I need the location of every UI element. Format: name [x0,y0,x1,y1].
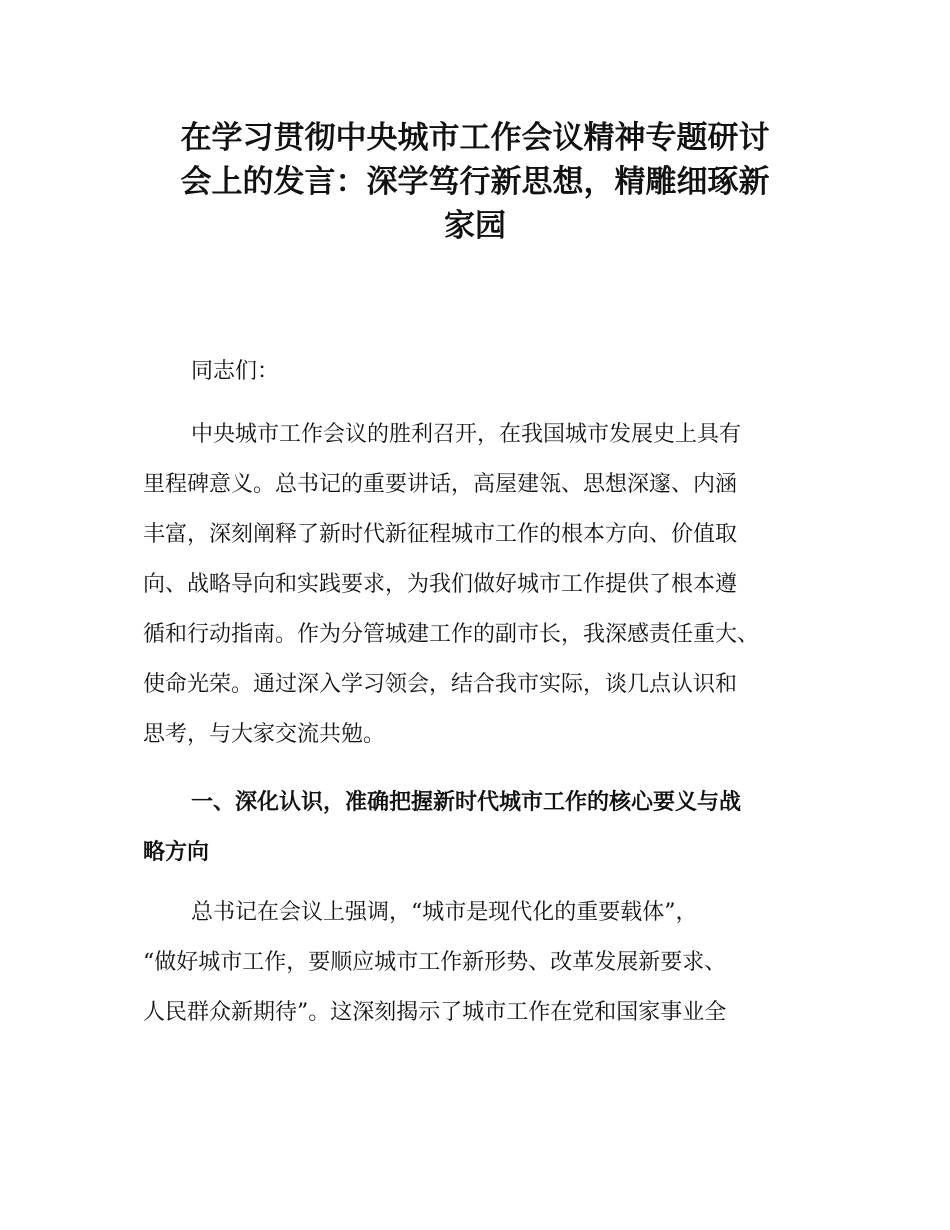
text-line: 丰富，深刻阐释了新时代新征程城市工作的根本方向、价值取 [143,522,738,547]
greeting [143,347,808,397]
document-title [140,116,810,248]
text-line: 向、战略导向和实践要求，为我们做好城市工作提供了根本遵 [143,572,738,597]
text-line: 循和行动指南。作为分管城建工作的副市长，我深感责任重大、 [143,622,760,647]
text-line: 使命光荣。通过深入学习领会，结合我市实际，谈几点认识和 [143,672,738,697]
heading-line: 一、深化认识，准确把握新时代城市工作的核心要义与战 [191,790,742,815]
text-line: “做好城市工作，要顺应城市工作新形势、改革发展新要求、 [143,950,727,975]
section-heading [143,778,808,878]
text-line: 人民群众新期待”。这深刻揭示了城市工作在党和国家事业全 [143,1000,727,1025]
paragraph-intro [143,410,808,760]
text-line: 中央城市工作会议的胜利召开，在我国城市发展史上具有 [191,422,742,447]
text-line: 里程碑意义。总书记的重要讲话，高屋建瓴、思想深邃、内涵 [143,472,738,497]
title-line: 会上的发言：深学笃行新思想，精雕细琢新 [180,164,770,200]
heading-line: 略方向 [143,840,210,865]
title-line: 在学习贯彻中央城市工作会议精神专题研讨 [180,120,770,156]
title-line: 家园 [444,208,506,244]
greeting-text: 同志们： [191,359,280,384]
paragraph-section1 [143,888,808,1038]
text-line: 思考，与大家交流共勉。 [143,722,386,747]
text-line: 总书记在会议上强调，“城市是现代化的重要载体”， [191,900,698,925]
